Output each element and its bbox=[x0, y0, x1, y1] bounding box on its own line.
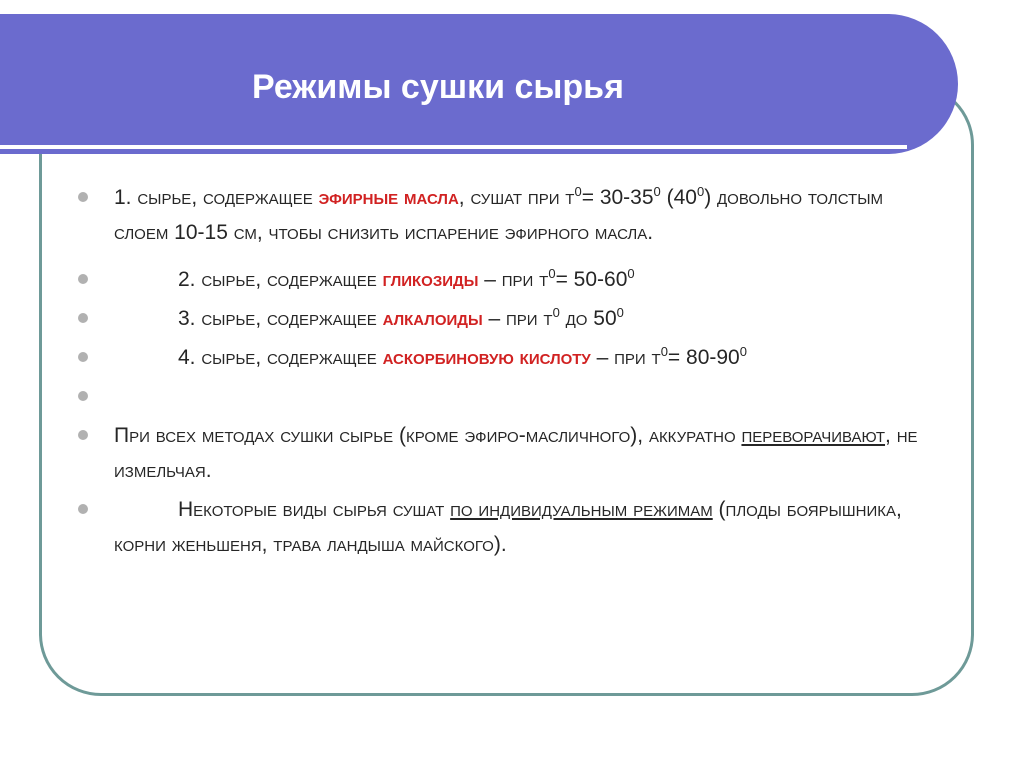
list-item-empty bbox=[78, 379, 938, 414]
title-bar bbox=[0, 14, 958, 154]
bullet-icon bbox=[78, 274, 88, 284]
highlight-glycosides: гликозиды bbox=[382, 268, 479, 291]
highlight-essential-oils: эфирные масла bbox=[318, 186, 459, 209]
bullet-icon bbox=[78, 391, 88, 401]
list-item: 3. сырье, содержащее алкалоиды – при $t^0$ до $50^0$ bbox=[78, 301, 938, 336]
list-item: Некоторые виды сырья сушат по индивидуальным режимам (плоды боярышника, корни женьшеня, трава ландыша майского). bbox=[78, 492, 938, 562]
bullet-icon bbox=[78, 352, 88, 362]
list-item: 2. сырье, содержащее гликозиды – при $t^0= 50-60^0$ bbox=[78, 262, 938, 297]
list-item: 1. сырье, содержащее эфирные масла, сушат при $t^0= 30-35^0$ $(40^0)$ довольно толстым слоем 10-15 см, чтобы снизить испарение эфирного масла. bbox=[78, 180, 938, 250]
highlight-alkaloids: алкалоиды bbox=[382, 307, 483, 330]
title-underline bbox=[0, 145, 907, 149]
page-title: Режимы сушки сырья bbox=[252, 68, 624, 106]
bullet-icon bbox=[78, 430, 88, 440]
highlight-ascorbic-acid: аскорбиновую кислоту bbox=[382, 346, 591, 369]
list-item: 4. сырье, содержащее аскорбиновую кислоту – при $t^0= 80-90^0$ bbox=[78, 340, 938, 375]
bullet-icon bbox=[78, 313, 88, 323]
content-list bbox=[78, 180, 938, 562]
underlined-individual-modes: по индивидуальным режимам bbox=[450, 498, 713, 521]
bullet-icon bbox=[78, 504, 88, 514]
underlined-turn-over: переворачивают bbox=[741, 424, 886, 447]
bullet-icon bbox=[78, 192, 88, 202]
list-item: При всех методах сушки сырье (кроме эфиро-масличного), аккуратно переворачивают, не измельчая. bbox=[78, 418, 938, 488]
